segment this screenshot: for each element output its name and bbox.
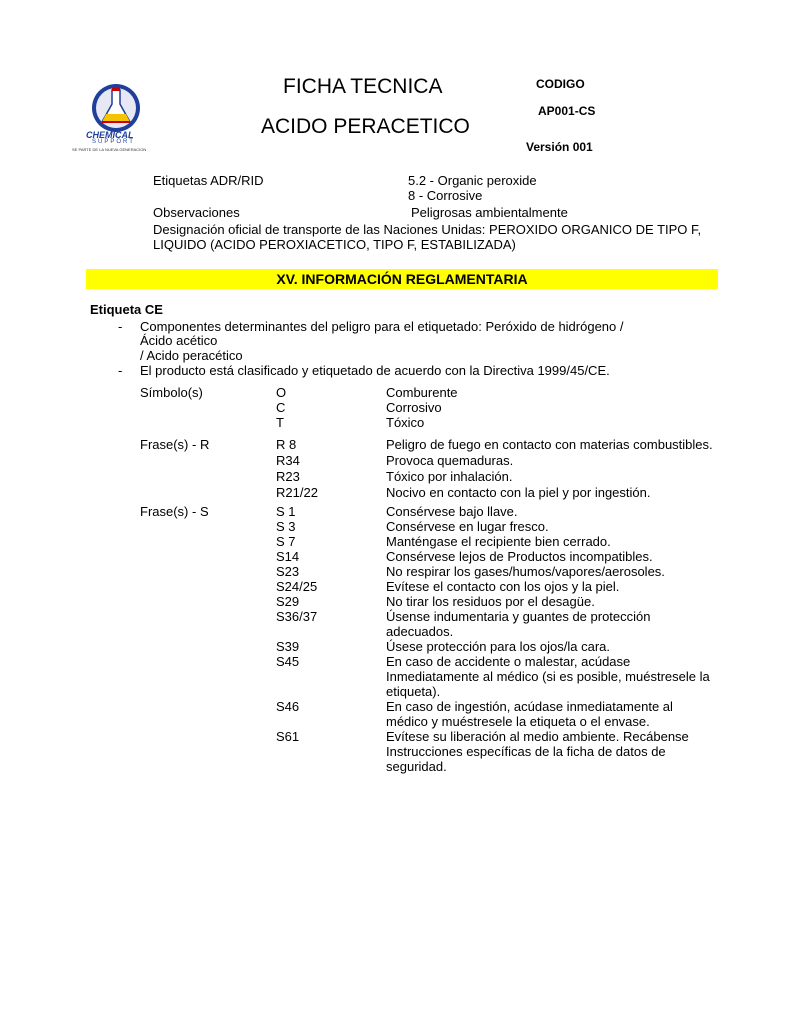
s-phrase-text: Evítese el contacto con los ojos y la piel.: [386, 579, 620, 594]
s-phrase-code: S29: [276, 594, 300, 609]
r-phrase-text: Provoca quemaduras.: [386, 453, 514, 468]
bullet-2: El producto está clasificado y etiquetado de acuerdo con la Directiva 1999/45/CE.: [140, 363, 610, 378]
designation-line-2: LIQUIDO (ACIDO PEROXIACETICO, TIPO F, ESTABILIZADA): [153, 237, 516, 252]
s-phrase-text: Consérvese en lugar fresco.: [386, 519, 549, 534]
doc-title: FICHA TECNICA: [283, 75, 443, 98]
s-phrase-text: Consérvese lejos de Productos incompatibles.: [386, 549, 653, 564]
s-phrase-text: Manténgase el recipiente bien cerrado.: [386, 534, 611, 549]
s-phrase-text: Inmediatamente al médico (si es posible, muéstresele la: [386, 669, 710, 684]
adr-value-2: 8 - Corrosive: [408, 188, 483, 203]
s-phrase-code: S45: [276, 654, 300, 669]
s-phrase-text: No tirar los residuos por el desagüe.: [386, 594, 595, 609]
etiqueta-title: Etiqueta CE: [90, 302, 163, 317]
s-phrase-code: S46: [276, 699, 300, 714]
s-phrase-code: S23: [276, 564, 300, 579]
s-phrase-text: médico y muéstresele la etiqueta o el envase.: [386, 714, 650, 729]
logo-sub: SUPPORT: [92, 139, 135, 145]
s-phrase-text: En caso de accidente o malestar, acúdase: [386, 654, 631, 669]
s-phrase-code: S 1: [276, 504, 296, 519]
s-phrase-text: etiqueta).: [386, 684, 441, 699]
bullet-mark: -: [118, 319, 123, 334]
section-heading-band: [86, 269, 718, 289]
logo-brand: CHEMICAL: [86, 130, 134, 140]
symbols-label: Símbolo(s): [140, 385, 203, 400]
code-value: AP001-CS: [538, 104, 596, 118]
adr-label: Etiquetas ADR/RID: [153, 173, 264, 188]
s-phrases-label: Frase(s) - S: [140, 504, 209, 519]
adr-value-1: 5.2 - Organic peroxide: [408, 173, 537, 188]
symbol-text: Tóxico: [386, 415, 425, 430]
r-phrase-text: Tóxico por inhalación.: [386, 469, 513, 484]
s-phrase-code: S24/25: [276, 579, 318, 594]
s-phrase-text: Instrucciones específicas de la ficha de datos de: [386, 744, 666, 759]
symbol-code: O: [276, 385, 287, 400]
s-phrase-code: S14: [276, 549, 300, 564]
code-label: CODIGO: [536, 77, 585, 91]
designation-line-1: Designación oficial de transporte de las Naciones Unidas: PEROXIDO ORGANICO DE TIPO F,: [153, 222, 702, 237]
s-phrase-text: En caso de ingestión, acúdase inmediatamente al: [386, 699, 673, 714]
s-phrase-code: S61: [276, 729, 300, 744]
r-phrase-text: Nocivo en contacto con la piel y por ingestión.: [386, 485, 651, 500]
symbol-code: C: [276, 400, 286, 415]
product-title: ACIDO PERACETICO: [261, 115, 470, 138]
s-phrase-code: S36/37: [276, 609, 318, 624]
logo-tagline: SE PARTE DE LA NUEVA GENERACION: [72, 147, 147, 152]
r-phrase-code: R 8: [276, 437, 297, 452]
s-phrase-text: seguridad.: [386, 759, 447, 774]
company-logo: [72, 80, 168, 156]
bullet-1-line-3: / Acido peracético: [140, 348, 243, 363]
obs-value: Peligrosas ambientalmente: [411, 205, 568, 220]
r-phrase-text: Peligro de fuego en contacto con materias combustibles.: [386, 437, 713, 452]
s-phrase-code: S39: [276, 639, 300, 654]
r-phrase-code: R34: [276, 453, 300, 468]
bullet-1-line-1: Componentes determinantes del peligro para el etiquetado: Peróxido de hidrógeno /: [140, 319, 624, 334]
version-label: Versión 001: [526, 140, 593, 154]
s-phrase-text: adecuados.: [386, 624, 454, 639]
s-phrase-code: S 3: [276, 519, 296, 534]
s-phrase-text: Úsese protección para los ojos/la cara.: [386, 639, 611, 654]
s-phrase-code: S 7: [276, 534, 296, 549]
bullet-mark: -: [118, 363, 123, 378]
section-heading: XV. INFORMACIÓN REGLAMENTARIA: [276, 271, 528, 287]
r-phrase-code: R23: [276, 469, 300, 484]
r-phrase-code: R21/22: [276, 485, 318, 500]
s-phrase-text: No respirar los gases/humos/vapores/aerosoles.: [386, 564, 665, 579]
bullet-1-line-2: Ácido acético: [140, 333, 218, 348]
obs-label: Observaciones: [153, 205, 240, 220]
symbol-text: Corrosivo: [386, 400, 442, 415]
symbol-code: T: [276, 415, 284, 430]
s-phrase-text: Úsense indumentaria y guantes de protección: [386, 609, 651, 624]
r-phrases-label: Frase(s) - R: [140, 437, 210, 452]
symbol-text: Comburente: [386, 385, 458, 400]
s-phrase-text: Evítese su liberación al medio ambiente. Recábense: [386, 729, 689, 744]
s-phrase-text: Consérvese bajo llave.: [386, 504, 518, 519]
